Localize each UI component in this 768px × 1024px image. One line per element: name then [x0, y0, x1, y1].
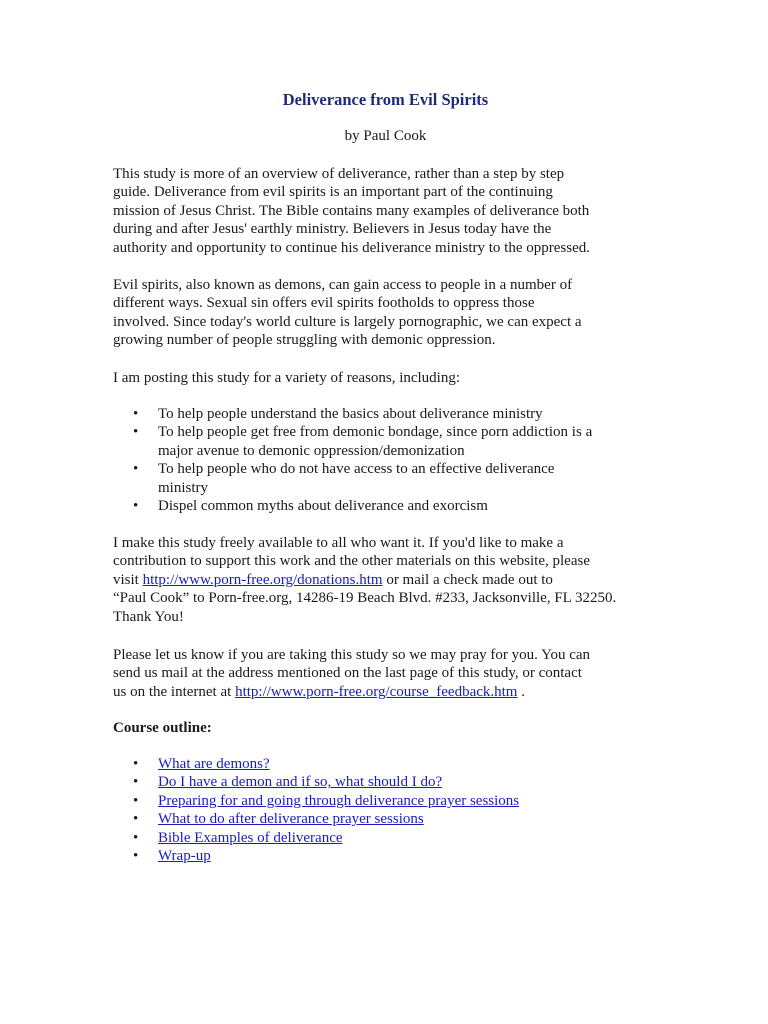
bullet-icon: •	[133, 848, 139, 865]
feedback-text: us on the internet at	[113, 683, 236, 700]
evil-spirits-line: different ways. Sexual sin offers evil spirits footholds to oppress those	[113, 295, 535, 312]
donation-paragraph	[113, 534, 658, 626]
outline-list-item	[113, 792, 658, 810]
reasons-list-item	[113, 405, 658, 423]
donation-line: I make this study freely available to all who want it. If you'd like to make a	[113, 535, 564, 551]
outline-link-what-are-demons[interactable]: What are demons?	[158, 756, 270, 772]
evil-spirits-line: growing number of people struggling with demonic oppression.	[113, 332, 496, 349]
outline-link-after-deliverance[interactable]: What to do after deliverance prayer sessions	[158, 811, 424, 828]
outline-link-prayer-sessions[interactable]: Preparing for and going through deliverance prayer sessions	[158, 792, 520, 809]
donations-link[interactable]: http://www.porn-free.org/donations.htm	[142, 571, 383, 588]
outline-list-item	[113, 755, 658, 773]
reasons-list-item	[113, 460, 658, 497]
feedback-line: send us mail at the address mentioned on the last page of this study, or contact	[113, 665, 582, 682]
outline-list-item	[113, 810, 658, 828]
outline-link-wrap-up[interactable]: Wrap-up	[158, 848, 211, 865]
donation-line: contribution to support this work and the other materials on this website, please	[113, 553, 590, 570]
reason-text: major avenue to demonic oppression/demonization	[158, 442, 465, 459]
bullet-icon: •	[133, 424, 139, 441]
intro-line: guide. Deliverance from evil spirits is an important part of the continuing	[113, 184, 553, 201]
bullet-icon: •	[133, 774, 139, 791]
evil-spirits-line: involved. Since today's world culture is largely pornographic, we can expect a	[113, 313, 582, 330]
bullet-icon: •	[133, 829, 139, 846]
bullet-icon: •	[133, 811, 139, 828]
bullet-icon: •	[133, 792, 139, 809]
author-byline: by Paul Cook	[344, 128, 427, 144]
feedback-line: Please let us know if you are taking this study so we may pray for you. You can	[113, 647, 591, 663]
reason-text: Dispel common myths about deliverance and exorcism	[158, 498, 488, 515]
intro-line: during and after Jesus' earthly ministry. Believers in Jesus today have the	[113, 221, 552, 238]
evil-spirits-paragraph	[113, 276, 658, 350]
donation-line	[113, 571, 658, 589]
intro-line: This study is more of an overview of deliverance, rather than a step by step	[113, 166, 565, 182]
intro-paragraph	[113, 165, 658, 257]
feedback-text: .	[517, 683, 525, 700]
reasons-list-item	[113, 497, 658, 515]
intro-line: mission of Jesus Christ. The Bible contains many examples of deliverance both	[113, 202, 590, 219]
reason-text: To help people who do not have access to an effective deliverance	[158, 461, 555, 478]
outline-list-item	[113, 773, 658, 791]
outline-link-bible-examples[interactable]: Bible Examples of deliverance	[158, 829, 343, 846]
reason-text: ministry	[158, 479, 209, 496]
bullet-icon: •	[133, 498, 139, 515]
donation-line: “Paul Cook” to Porn-free.org, 14286-19 Beach Blvd. #233, Jacksonville, FL 32250.	[113, 590, 617, 607]
reason-text: To help people get free from demonic bondage, since porn addiction is a	[158, 424, 593, 441]
outline-list-item	[113, 847, 658, 865]
reason-text: To help people understand the basics about deliverance ministry	[158, 406, 543, 422]
evil-spirits-line: Evil spirits, also known as demons, can gain access to people in a number of	[113, 277, 573, 293]
document-title: Deliverance from Evil Spirits	[282, 90, 489, 109]
bullet-icon: •	[133, 406, 139, 422]
feedback-line	[113, 683, 658, 701]
bullet-icon: •	[133, 461, 139, 478]
outline-link-do-i-have-a-demon[interactable]: Do I have a demon and if so, what should I do?	[158, 774, 443, 791]
donation-text: or mail a check made out to	[382, 571, 553, 588]
course-feedback-link[interactable]: http://www.porn-free.org/course_feedback.htm	[235, 683, 518, 700]
feedback-paragraph	[113, 646, 658, 701]
reasons-list	[113, 405, 658, 515]
outline-list-item	[113, 829, 658, 847]
donation-line: Thank You!	[113, 608, 184, 625]
course-outline-heading: Course outline:	[113, 720, 212, 736]
reasons-intro: I am posting this study for a variety of reasons, including:	[113, 370, 461, 386]
course-outline-list	[113, 755, 658, 865]
donation-text: visit	[113, 571, 143, 588]
intro-line: authority and opportunity to continue his deliverance ministry to the oppressed.	[113, 239, 590, 256]
reasons-list-item	[113, 423, 658, 460]
bullet-icon: •	[133, 756, 139, 772]
